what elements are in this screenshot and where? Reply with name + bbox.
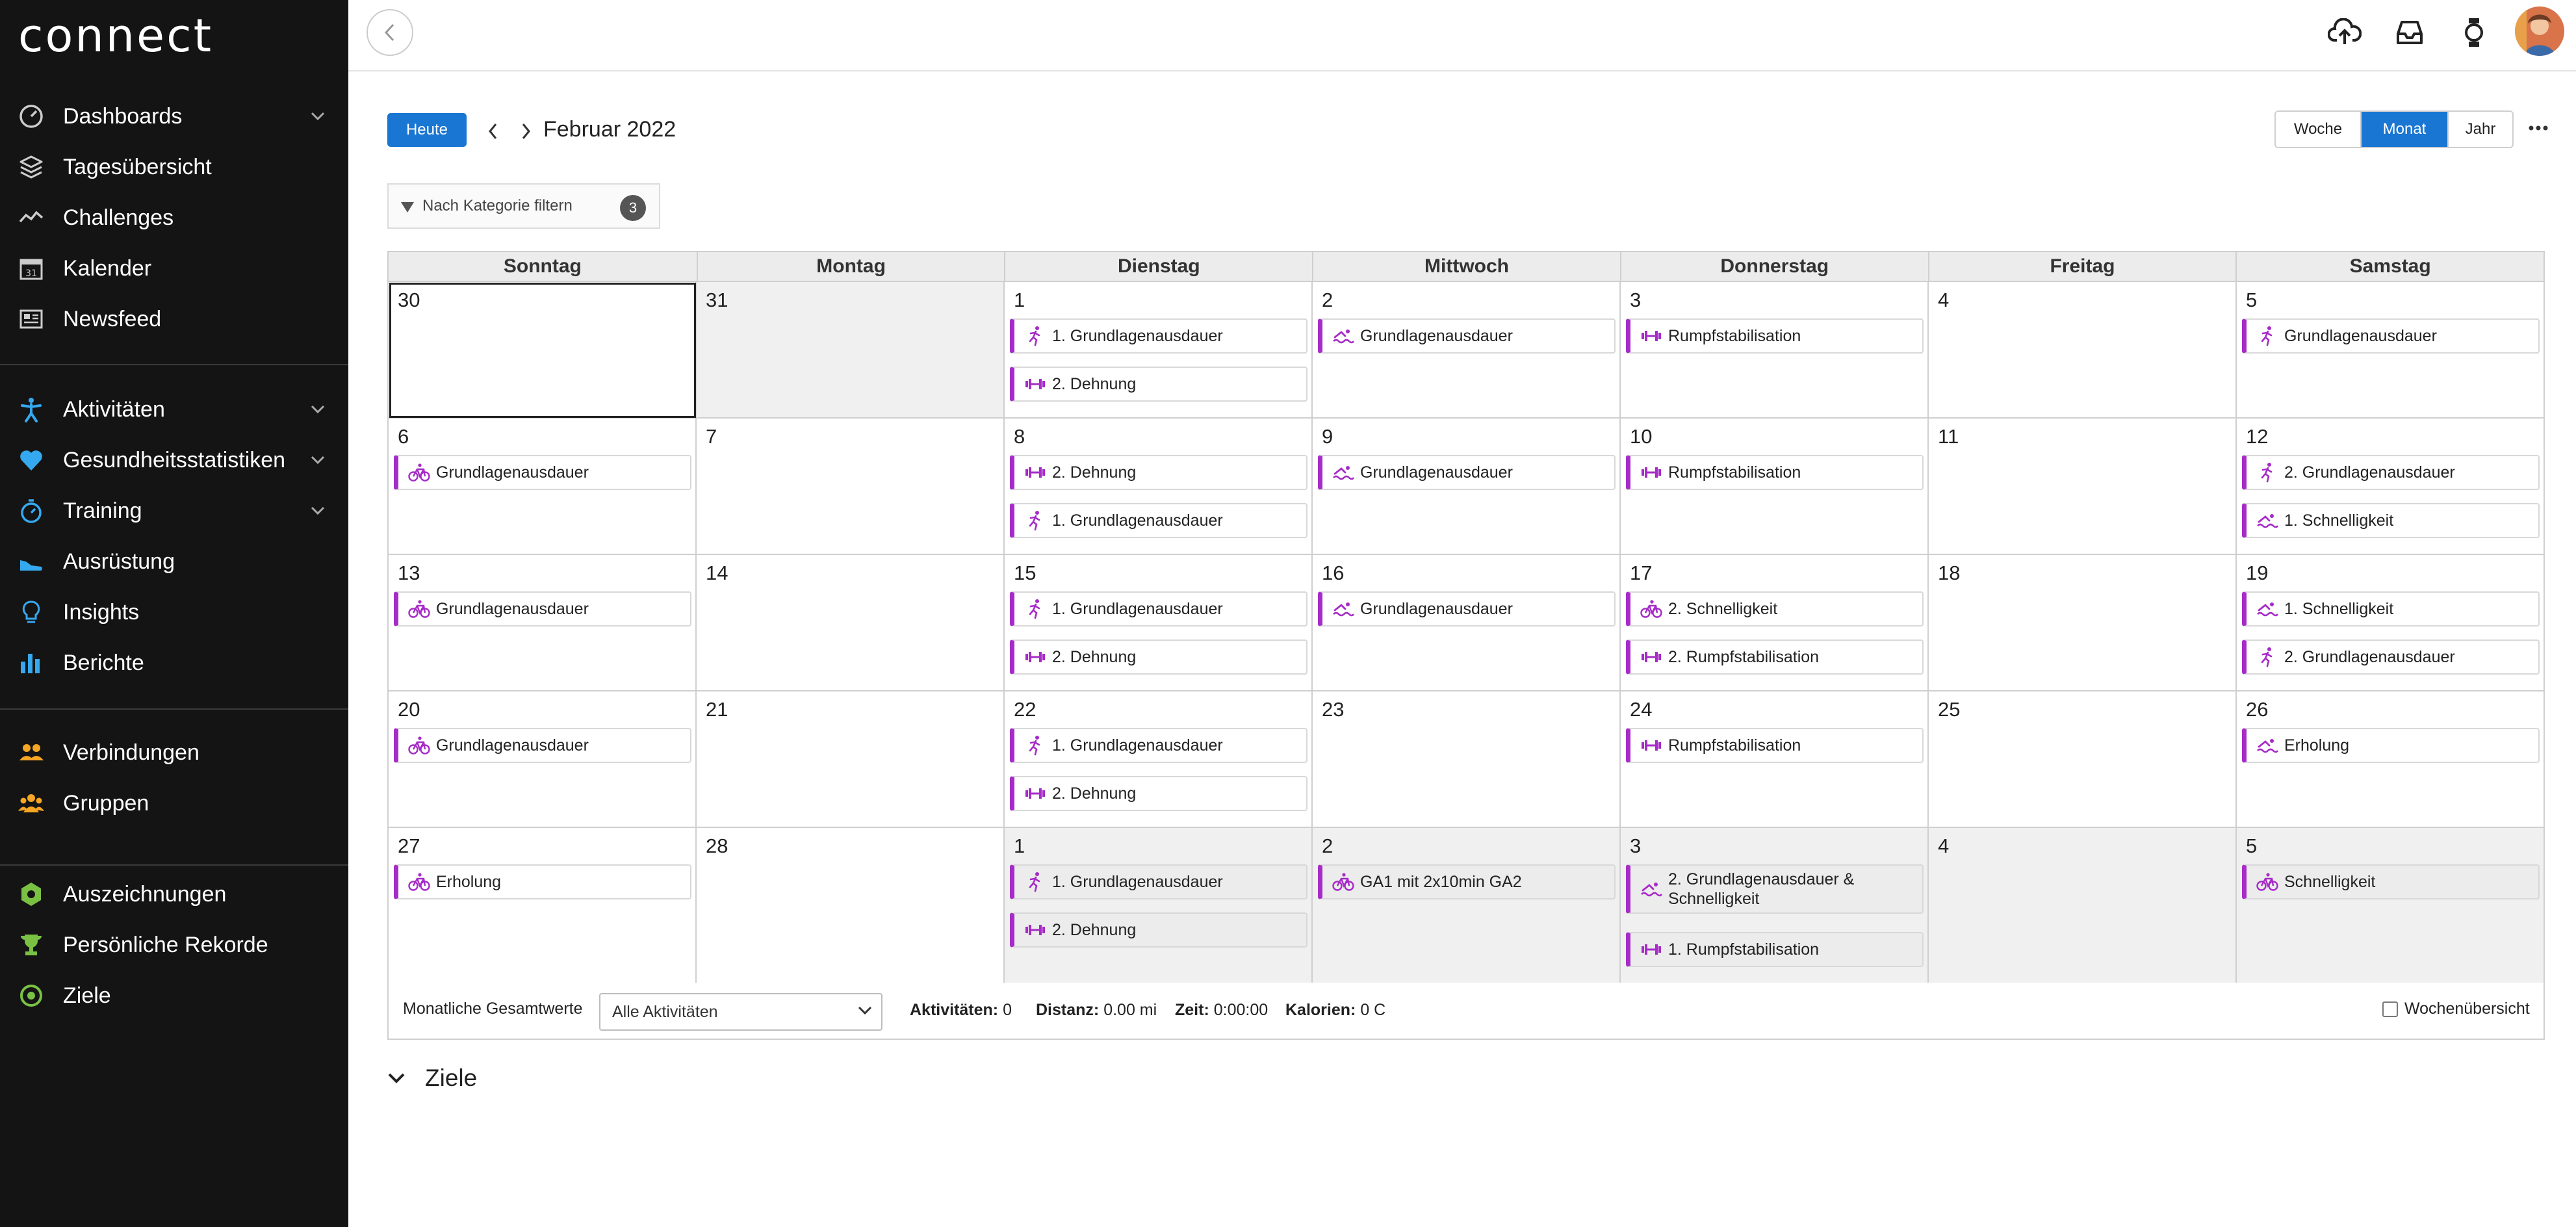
goals-label: Ziele xyxy=(425,1065,478,1091)
sidebar-item-label: Challenges xyxy=(63,205,174,230)
chevron-down-icon[interactable] xyxy=(308,501,328,521)
day-number: 22 xyxy=(1014,698,1037,721)
workout-event[interactable] xyxy=(1010,639,1307,675)
calendar-day-cell[interactable] xyxy=(1313,555,1621,691)
strength-workout-icon xyxy=(1024,372,1047,396)
calendar-day-cell[interactable] xyxy=(2237,282,2545,419)
sidebar-item-gesundheitsstatistiken[interactable] xyxy=(0,437,348,484)
weekday-label: Freitag xyxy=(1928,252,2236,281)
back-button[interactable] xyxy=(367,9,413,56)
workout-title: Grundlagenausdauer xyxy=(436,600,589,618)
workout-title: Grundlagenausdauer xyxy=(1360,327,1513,345)
strength-workout-icon xyxy=(1640,734,1663,757)
workout-title: Rumpfstabilisation xyxy=(1668,736,1801,755)
weekday-header xyxy=(387,251,2545,282)
workout-event[interactable] xyxy=(1010,864,1307,899)
calendar-day-cell[interactable] xyxy=(1621,282,1929,419)
summary-label: Monatliche Gesamtwerte xyxy=(403,1000,583,1018)
calendar-day-cell[interactable] xyxy=(1621,555,1929,691)
sidebar xyxy=(0,0,348,1227)
calendar-day-cell[interactable] xyxy=(389,691,697,828)
calendar-week-row xyxy=(387,555,2545,691)
calendar-day-cell[interactable] xyxy=(1313,828,1621,984)
workout-event[interactable] xyxy=(394,455,691,490)
sidebar-item-label: Aktivitäten xyxy=(63,396,165,422)
day-number: 14 xyxy=(706,562,728,584)
workout-event[interactable] xyxy=(1626,318,1924,354)
sidebar-item-label: Gesundheitsstatistiken xyxy=(63,447,286,472)
day-number: 1 xyxy=(1014,289,1025,311)
runner-workout-icon xyxy=(2256,645,2279,669)
workout-event[interactable] xyxy=(2242,503,2540,538)
day-number: 28 xyxy=(706,834,728,857)
strength-workout-icon xyxy=(1640,461,1663,484)
activity-type-select[interactable] xyxy=(599,993,882,1031)
chevron-down-icon[interactable] xyxy=(308,400,328,419)
workout-title: 1. Grundlagenausdauer xyxy=(1052,600,1223,618)
day-number: 30 xyxy=(398,289,420,311)
day-number: 3 xyxy=(1630,834,1642,857)
chevron-right-icon xyxy=(520,122,532,140)
calendar-day-cell[interactable] xyxy=(389,282,697,419)
layers-icon xyxy=(18,154,44,180)
workout-title: 2. Rumpfstabilisation xyxy=(1668,648,1820,666)
stat-distance: Distanz: 0.00 mi xyxy=(1036,1001,1157,1019)
calendar-day-cell[interactable] xyxy=(1005,828,1313,984)
strength-workout-icon xyxy=(1640,324,1663,348)
strength-workout-icon xyxy=(1640,645,1663,669)
sidebar-item-berichte[interactable] xyxy=(0,639,348,686)
gauge-icon xyxy=(18,103,44,129)
top-bar xyxy=(348,0,2576,71)
sidebar-item-newsfeed[interactable] xyxy=(0,296,348,342)
day-number: 21 xyxy=(706,698,728,721)
nav-separator xyxy=(0,708,348,710)
day-number: 7 xyxy=(706,425,717,448)
sidebar-item-label: Training xyxy=(63,498,142,523)
calendar-week-row xyxy=(387,419,2545,555)
avatar[interactable] xyxy=(2515,6,2564,56)
sidebar-item-label: Dashboards xyxy=(63,103,183,129)
calendar-day-cell[interactable] xyxy=(1313,691,1621,828)
day-number: 25 xyxy=(1938,698,1961,721)
runner-icon xyxy=(18,396,44,422)
workout-event[interactable] xyxy=(1318,318,1616,354)
strength-workout-icon xyxy=(1024,461,1047,484)
workout-title: 2. Dehnung xyxy=(1052,463,1137,482)
day-number: 11 xyxy=(1938,425,1959,448)
watch-icon[interactable] xyxy=(2456,14,2492,51)
weekday-label: Donnerstag xyxy=(1620,252,1928,281)
nav-separator xyxy=(0,364,348,365)
workout-event[interactable] xyxy=(1010,728,1307,763)
sidebar-item-ausrüstung[interactable] xyxy=(0,538,348,585)
workout-title: Schnelligkeit xyxy=(2284,873,2376,891)
workout-event[interactable] xyxy=(394,591,691,626)
workout-event[interactable] xyxy=(2242,864,2540,899)
bike-workout-icon xyxy=(1332,870,1355,894)
strength-workout-icon xyxy=(1024,782,1047,805)
bike-workout-icon xyxy=(2256,870,2279,894)
strength-workout-icon xyxy=(1024,918,1047,942)
swim-workout-icon xyxy=(2256,597,2279,621)
sidebar-item-label: Verbindungen xyxy=(63,740,200,765)
workout-event[interactable] xyxy=(1010,503,1307,538)
bike-workout-icon xyxy=(407,734,431,757)
workout-title: 1. Schnelligkeit xyxy=(2284,600,2394,618)
day-number: 17 xyxy=(1630,562,1653,584)
nav-separator xyxy=(0,864,348,866)
calendar-day-cell[interactable] xyxy=(697,828,1005,984)
inbox-icon[interactable] xyxy=(2391,14,2428,51)
weekday-label: Dienstag xyxy=(1004,252,1312,281)
connect-logo[interactable]: connect xyxy=(18,9,214,62)
day-number: 16 xyxy=(1322,562,1345,584)
workout-title: Erholung xyxy=(436,873,502,891)
sidebar-item-challenges[interactable] xyxy=(0,194,348,241)
calendar-day-cell[interactable] xyxy=(1929,419,2237,555)
workout-event[interactable] xyxy=(1626,932,1924,967)
bike-workout-icon xyxy=(407,597,431,621)
swim-workout-icon xyxy=(1332,461,1355,484)
workout-title: Grundlagenausdauer xyxy=(1360,463,1513,482)
calendar-week-row xyxy=(387,282,2545,419)
bar-chart-icon xyxy=(18,650,44,676)
strength-workout-icon xyxy=(1640,938,1663,961)
filter-count-badge: 3 xyxy=(620,195,646,221)
swim-workout-icon xyxy=(1332,597,1355,621)
sidebar-item-training[interactable] xyxy=(0,487,348,534)
workout-title: 2. Dehnung xyxy=(1052,784,1137,803)
day-number: 2 xyxy=(1322,289,1333,311)
sidebar-item-label: Auszeichnungen xyxy=(63,881,227,907)
workout-title: Grundlagenausdauer xyxy=(436,736,589,755)
calendar-day-cell[interactable] xyxy=(2237,419,2545,555)
workout-event[interactable] xyxy=(1626,639,1924,675)
swim-workout-icon xyxy=(2256,734,2279,757)
category-filter[interactable] xyxy=(387,183,660,229)
target-icon xyxy=(18,983,44,1009)
chevron-down-icon xyxy=(387,1072,406,1084)
view-week-button[interactable]: Woche xyxy=(2276,112,2360,147)
day-number: 15 xyxy=(1014,562,1037,584)
day-number: 10 xyxy=(1630,425,1653,448)
calendar-week-row xyxy=(387,691,2545,828)
chevron-left-icon xyxy=(487,122,499,140)
bike-workout-icon xyxy=(407,461,431,484)
sidebar-item-label: Kalender xyxy=(63,255,152,281)
calendar-day-cell[interactable] xyxy=(1929,691,2237,828)
sidebar-item-ziele[interactable] xyxy=(0,972,348,1019)
day-number: 5 xyxy=(2246,834,2258,857)
sidebar-item-persönliche-rekorde[interactable] xyxy=(0,922,348,968)
workout-event[interactable] xyxy=(1626,455,1924,490)
workout-event[interactable] xyxy=(2242,591,2540,626)
workout-event[interactable] xyxy=(1318,864,1616,899)
newspaper-icon xyxy=(18,306,44,332)
day-number: 2 xyxy=(1322,834,1333,857)
sidebar-item-dashboards[interactable] xyxy=(0,93,348,140)
workout-title: Rumpfstabilisation xyxy=(1668,463,1801,482)
day-number: 5 xyxy=(2246,289,2258,311)
workout-title: 2. Grundlagenausdauer xyxy=(2284,463,2455,482)
calendar-day-cell[interactable] xyxy=(697,691,1005,828)
day-number: 26 xyxy=(2246,698,2269,721)
workout-title: GA1 mit 2x10min GA2 xyxy=(1360,873,1522,891)
calendar-icon xyxy=(18,255,44,281)
day-number: 12 xyxy=(2246,425,2269,448)
workout-event[interactable] xyxy=(1010,912,1307,948)
workout-title: Grundlagenausdauer xyxy=(436,463,589,482)
bulb-icon xyxy=(18,599,44,625)
workout-title: 2. Grundlagenausdauer xyxy=(2284,648,2455,666)
calendar-day-cell[interactable] xyxy=(2237,828,2545,984)
sidebar-item-gruppen[interactable] xyxy=(0,780,348,827)
heart-icon xyxy=(18,447,44,473)
swim-workout-icon xyxy=(2256,509,2279,532)
sidebar-item-label: Newsfeed xyxy=(63,306,162,331)
workout-title: 1. Rumpfstabilisation xyxy=(1668,940,1820,959)
calendar-day-cell[interactable] xyxy=(2237,555,2545,691)
stat-time: Zeit: 0:00:00 xyxy=(1175,1001,1269,1019)
calendar-day-cell[interactable] xyxy=(697,282,1005,419)
workout-title: 2. Dehnung xyxy=(1052,648,1137,666)
calendar-day-cell[interactable] xyxy=(389,555,697,691)
runner-workout-icon xyxy=(2256,324,2279,348)
day-number: 6 xyxy=(398,425,409,448)
calendar-day-cell[interactable] xyxy=(1621,691,1929,828)
workout-title: 1. Grundlagenausdauer xyxy=(1052,873,1223,891)
workout-event[interactable] xyxy=(2242,639,2540,675)
swim-workout-icon xyxy=(1640,877,1663,901)
monthly-summary xyxy=(387,983,2545,1040)
workout-title: Erholung xyxy=(2284,736,2350,755)
day-number: 27 xyxy=(398,834,420,857)
sidebar-item-label: Ausrüstung xyxy=(63,549,175,574)
workout-title: 1. Schnelligkeit xyxy=(2284,511,2394,530)
workout-title: Grundlagenausdauer xyxy=(2284,327,2437,345)
sidebar-item-label: Ziele xyxy=(63,983,111,1008)
runner-workout-icon xyxy=(1024,734,1047,757)
weekday-label: Sonntag xyxy=(503,255,582,277)
chevron-down-icon[interactable] xyxy=(308,107,328,126)
calendar-day-cell[interactable] xyxy=(1005,282,1313,419)
bike-workout-icon xyxy=(407,870,431,894)
calendar-day-cell[interactable] xyxy=(1313,282,1621,419)
view-year-button[interactable]: Jahr xyxy=(2447,112,2512,147)
workout-event[interactable] xyxy=(394,864,691,899)
day-number: 19 xyxy=(2246,562,2269,584)
day-number: 18 xyxy=(1938,562,1961,584)
calendar-day-cell[interactable] xyxy=(1005,419,1313,555)
sidebar-item-auszeichnungen[interactable] xyxy=(0,871,348,918)
month-title: Februar 2022 xyxy=(543,117,676,142)
badge-icon xyxy=(18,881,44,907)
day-number: 23 xyxy=(1322,698,1345,721)
workout-event[interactable] xyxy=(1010,455,1307,490)
month-calendar xyxy=(387,251,2545,984)
workout-title: 1. Grundlagenausdauer xyxy=(1052,327,1223,345)
calendar-day-cell[interactable] xyxy=(1929,555,2237,691)
weekday-label: Samstag xyxy=(2235,252,2544,281)
day-number: 31 xyxy=(706,289,728,311)
runner-workout-icon xyxy=(1024,509,1047,532)
workout-title: 1. Grundlagenausdauer xyxy=(1052,511,1223,530)
next-month-button[interactable] xyxy=(516,120,535,143)
weekly-overview-checkbox[interactable] xyxy=(2382,1001,2398,1017)
day-number: 13 xyxy=(398,562,420,584)
activity-type-select-value: Alle Aktivitäten xyxy=(612,1002,718,1021)
calendar-day-cell[interactable] xyxy=(2237,691,2545,828)
workout-title: 2. Dehnung xyxy=(1052,921,1137,939)
stat-activities: Aktivitäten: 0 xyxy=(910,1001,1012,1019)
day-number: 4 xyxy=(1938,289,1950,311)
runner-workout-icon xyxy=(1024,324,1047,348)
workout-title: Grundlagenausdauer xyxy=(1360,600,1513,618)
workout-event[interactable] xyxy=(2242,455,2540,490)
calendar-day-cell[interactable] xyxy=(1929,828,2237,984)
calendar-day-cell[interactable] xyxy=(697,419,1005,555)
calendar-day-cell[interactable] xyxy=(389,828,697,984)
workout-title: 2. Grundlagenausdauer & Schnelligkeit xyxy=(1668,870,1855,908)
workout-event[interactable] xyxy=(1010,318,1307,354)
calendar-day-cell[interactable] xyxy=(1005,555,1313,691)
upload-cloud-icon[interactable] xyxy=(2326,14,2363,51)
calendar-day-cell[interactable] xyxy=(1929,282,2237,419)
goals-section-toggle[interactable] xyxy=(387,1065,477,1092)
weekday-label: Montag xyxy=(697,252,1005,281)
workout-title: 2. Dehnung xyxy=(1052,375,1137,393)
workout-title: 1. Grundlagenausdauer xyxy=(1052,736,1223,755)
chevron-left-icon xyxy=(383,23,397,42)
weekday-label: Mittwoch xyxy=(1312,252,1620,281)
runner-workout-icon xyxy=(1024,870,1047,894)
ellipsis-icon xyxy=(2529,125,2548,131)
day-number: 8 xyxy=(1014,425,1025,448)
workout-event[interactable] xyxy=(1010,591,1307,626)
workout-event[interactable] xyxy=(1626,864,1924,914)
sidebar-item-kalender[interactable] xyxy=(0,245,348,292)
calendar-week-row xyxy=(387,828,2545,984)
workout-event[interactable] xyxy=(2242,318,2540,354)
shoe-icon xyxy=(18,549,44,575)
weekly-overview-label: Wochenübersicht xyxy=(2404,1000,2530,1018)
calendar-day-cell[interactable] xyxy=(1005,691,1313,828)
sidebar-item-label: Insights xyxy=(63,599,140,625)
sidebar-item-label: Berichte xyxy=(63,650,144,675)
sidebar-item-tagesübersicht[interactable] xyxy=(0,144,348,190)
stopwatch-icon xyxy=(18,498,44,524)
more-options-button[interactable] xyxy=(2525,118,2551,138)
workout-title: Rumpfstabilisation xyxy=(1668,327,1801,345)
workout-event[interactable] xyxy=(1318,455,1616,490)
swim-workout-icon xyxy=(1332,324,1355,348)
workout-event[interactable] xyxy=(394,728,691,763)
sidebar-item-insights[interactable] xyxy=(0,589,348,636)
sidebar-item-aktivitäten[interactable] xyxy=(0,386,348,433)
sidebar-item-label: Gruppen xyxy=(63,790,149,816)
runner-workout-icon xyxy=(2256,461,2279,484)
workout-event[interactable] xyxy=(1010,367,1307,402)
calendar-day-cell[interactable] xyxy=(1621,419,1929,555)
calendar-day-cell[interactable] xyxy=(1313,419,1621,555)
calendar-day-cell[interactable] xyxy=(697,555,1005,691)
day-number: 20 xyxy=(398,698,420,721)
view-toggle xyxy=(2274,110,2514,148)
chevron-down-icon[interactable] xyxy=(308,450,328,470)
stat-calories: Kalorien: 0 C xyxy=(1285,1001,1386,1019)
workout-event[interactable] xyxy=(1626,728,1924,763)
workout-event[interactable] xyxy=(1626,591,1924,626)
trophy-icon xyxy=(18,932,44,958)
calendar-day-cell[interactable] xyxy=(1621,828,1929,984)
connections-icon xyxy=(18,740,44,766)
day-number: 9 xyxy=(1322,425,1333,448)
prev-month-button[interactable] xyxy=(483,120,503,143)
sidebar-item-verbindungen[interactable] xyxy=(0,729,348,776)
workout-event[interactable] xyxy=(1318,591,1616,626)
workout-event[interactable] xyxy=(2242,728,2540,763)
weekly-overview-toggle[interactable] xyxy=(2382,1000,2530,1018)
today-button[interactable]: Heute xyxy=(387,113,467,147)
day-number: 24 xyxy=(1630,698,1653,721)
bike-workout-icon xyxy=(1640,597,1663,621)
day-number: 1 xyxy=(1014,834,1025,857)
chevron-down-icon xyxy=(858,1006,872,1015)
sidebar-item-label: Persönliche Rekorde xyxy=(63,932,268,957)
filter-label: Nach Kategorie filtern xyxy=(422,197,573,214)
challenge-icon xyxy=(18,205,44,231)
runner-workout-icon xyxy=(1024,597,1047,621)
calendar-day-cell[interactable] xyxy=(389,419,697,555)
sidebar-item-label: Tagesübersicht xyxy=(63,154,212,179)
filter-triangle-icon xyxy=(400,201,415,213)
svg-text:31: 31 xyxy=(25,268,37,279)
day-number: 3 xyxy=(1630,289,1642,311)
workout-event[interactable] xyxy=(1010,776,1307,811)
day-number: 4 xyxy=(1938,834,1950,857)
workout-title: 2. Schnelligkeit xyxy=(1668,600,1778,618)
groups-icon xyxy=(18,790,44,816)
strength-workout-icon xyxy=(1024,645,1047,669)
view-month-button[interactable]: Monat xyxy=(2360,112,2447,147)
